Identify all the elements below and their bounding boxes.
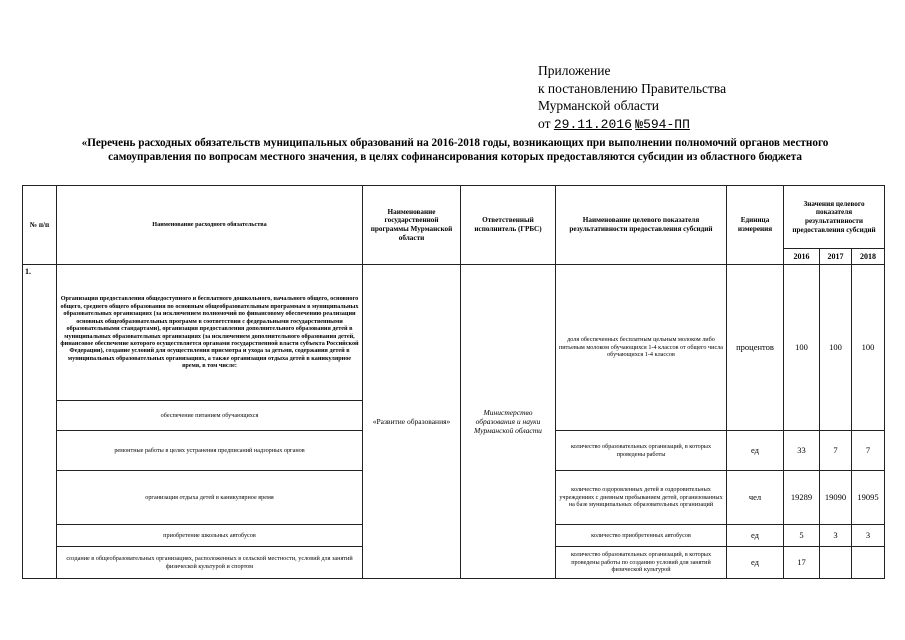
appendix-line-4	[538, 115, 726, 134]
value-2016-cell: 19289	[784, 471, 820, 525]
appendix-line-1: Приложение	[538, 63, 611, 78]
obligation-cell: обеспечение питанием обучающихся	[57, 401, 363, 431]
appendix-number-sign: №	[635, 116, 644, 132]
appendix-block	[538, 62, 726, 133]
obligation-cell: приобретение школьных автобусов	[57, 525, 363, 547]
value-2018-cell: 19095	[852, 471, 885, 525]
obligation-cell: организация отдыха детей в каникулярное время	[57, 471, 363, 525]
appendix-line-2: к постановлению Правительства	[538, 80, 727, 96]
unit-cell: чел	[727, 471, 784, 525]
appendix-line-3: Мурманской области	[538, 98, 659, 113]
header-unit: Единица измерения	[727, 186, 784, 265]
header-values: Значения целевого показателя результативности предоставления субсидий	[784, 186, 885, 249]
value-2018-cell: 3	[852, 525, 885, 547]
value-2016-cell: 5	[784, 525, 820, 547]
indicator-cell: количество образовательных организаций, в которых проведены работы	[556, 431, 727, 471]
value-2018-cell	[852, 547, 885, 579]
value-2017-cell: 19090	[820, 471, 852, 525]
header-indicator: Наименование целевого показателя результативности предоставления субсидий	[556, 186, 727, 265]
header-year-2018: 2018	[852, 249, 885, 265]
unit-cell: ед	[727, 525, 784, 547]
header-obligation: Наименование расходного обязательства	[57, 186, 363, 265]
value-2017-cell: 3	[820, 525, 852, 547]
header-executor: Ответственный исполнитель (ГРБС)	[461, 186, 556, 265]
appendix-date: 29.11.2016	[553, 116, 632, 132]
unit-cell: ед	[727, 547, 784, 579]
indicator-cell: количество приобретенных автобусов	[556, 525, 727, 547]
unit-cell: ед	[727, 431, 784, 471]
value-2017-cell: 100	[820, 265, 852, 431]
obligation-cell: ремонтные работы в целях устранения предписаний надзорных органов	[57, 431, 363, 471]
appendix-from: от	[538, 115, 551, 131]
document-title: «Перечень расходных обязательств муниципальных образований на 2016-2018 годы, возникающих при выполнении полномочий органов местного самоуправления по вопросам местного значения, в целях софинансирования которых предоставляются субсидии из областного бюджета	[81, 137, 829, 163]
indicator-cell: количество оздоровленных детей в оздоровительных учреждениях с дневным пребыванием детей, организованных на базе муниципальных образовательных организаций	[556, 471, 727, 525]
header-num: № п/п	[23, 186, 57, 265]
value-2017-cell: 7	[820, 431, 852, 471]
executor-cell: Министерство образования и науки Мурманской области	[461, 265, 556, 579]
indicator-cell: количество образовательных организаций, в которых проведены работы по созданию условий для занятий физической культурой	[556, 547, 727, 579]
row-number: 1.	[23, 265, 57, 579]
header-year-2017: 2017	[820, 249, 852, 265]
header-row	[23, 186, 885, 249]
value-2018-cell: 100	[852, 265, 885, 431]
unit-cell: процентов	[727, 265, 784, 431]
value-2016-cell: 100	[784, 265, 820, 431]
header-year-2016: 2016	[784, 249, 820, 265]
program-cell: «Развитие образования»	[363, 265, 461, 579]
table-row	[23, 265, 885, 401]
obligation-cell: создание в общеобразовательных организациях, расположенных в сельской местности, условий для занятий физической культурой и спортом	[57, 547, 363, 579]
obligations-table	[22, 185, 885, 579]
value-2016-cell: 17	[784, 547, 820, 579]
indicator-cell: доля обеспеченных бесплатным цельным молоком либо питьевым молоком обучающихся 1-4 классов от общего числа обучающихся 1-4 классов	[556, 265, 727, 431]
value-2016-cell: 33	[784, 431, 820, 471]
value-2017-cell	[820, 547, 852, 579]
value-2018-cell: 7	[852, 431, 885, 471]
appendix-number: 594-ПП	[643, 116, 690, 132]
obligation-cell: Организация предоставления общедоступного и бесплатного дошкольного, начального общего, основного общего, среднего общего образования по основным общеобразовательным программам в муниципальных образовательных организациях (за исключением полномочий по финансовому обеспечению реализации основных общеобразовательных программ в соответствии с федеральными государственными образовательными стандартами), организация предоставления дополнительного образования детей в муниципальных образовательных организациях (за исключением дополнительного образования детей, финансовое обеспечение которого осуществляется органами государственной власти субъекта Российской Федерации), создание условий для осуществления присмотра и ухода за детьми, содержания детей в муниципальных образовательных организациях, а также организация отдыха детей в каникулярное время, в том числе:	[57, 265, 363, 401]
header-program: Наименование государственной программы Мурманской области	[363, 186, 461, 265]
